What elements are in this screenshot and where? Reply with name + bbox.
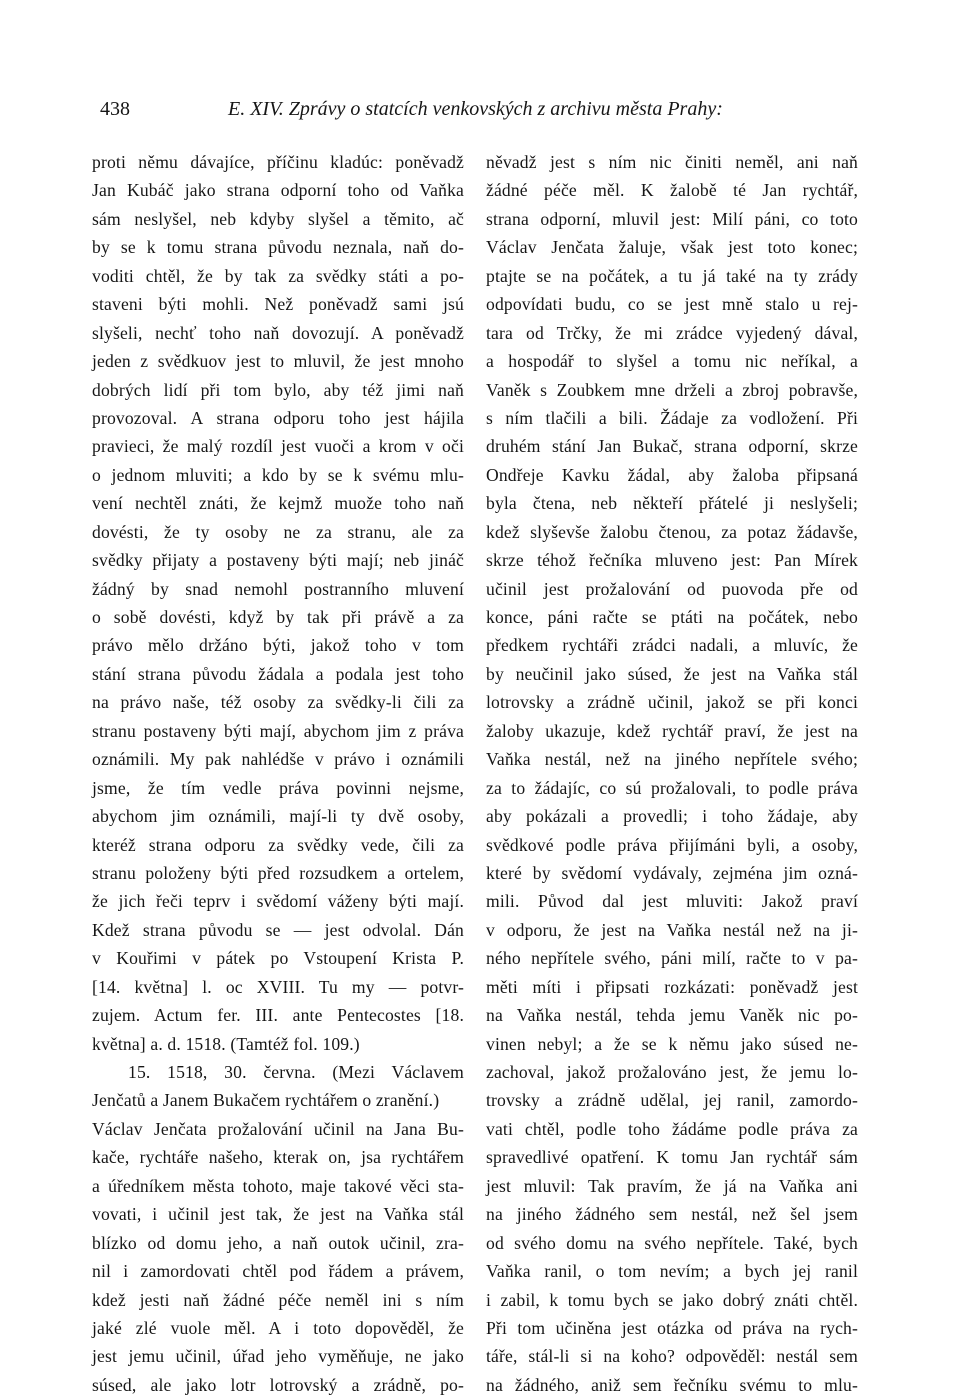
text-line: Jenčatů a Janem Bukačem rychtářem o zranění.) [92,1090,440,1111]
text-line: za to žádajíc, co sú prožalovali, to podle práva [486,777,858,798]
text-line: súsed, ale jako lotr lotrovský a zrádně, po- [92,1374,464,1395]
text-line: provozoval. A strana odporu toho jest hájila [92,407,464,428]
text-line: v odporu, že jest na Vaňka nestál než na ji- [486,919,858,940]
text-line: slyšeli, nechť toho naň dovozují. A poněvadž [92,322,464,343]
text-line: trovsky a zrádně udělal, jej ranil, zamordo- [486,1090,858,1111]
text-line: oznámili. My pak nahlédše v právo i oznámili [92,749,464,770]
text-line: by neučinil jako súsed, že jest na Vaňka stál [486,663,858,684]
text-line: května] a. d. 1518. (Tamtéž fol. 109.) [92,1033,360,1054]
text-line: žádný by snad nemohl postranního mluvení [92,578,464,599]
text-line: učinil jest prožalování od puovoda pře od [486,578,858,599]
text-line: blízko od domu jeho, a naň outok učinil, zra- [92,1232,464,1253]
text-line: i zabil, k tomu bych se jako dobrý znáti chtěl. [486,1289,858,1310]
text-line: svědkové podle práva přijímáni byli, a osoby, [486,834,858,855]
text-line: zujem. Actum fer. III. ante Pentecostes [18. [92,1005,464,1026]
text-line: na jiného žádného sem nestál, než šel jsem [486,1204,858,1225]
text-line: staveni býti mohli. Než poněvadž sami jsú [92,294,464,315]
text-line: s ním tlačili a bili. Žádaje za vodložení. Při [486,407,858,428]
text-line: jest mluvil: Tak pravím, že já na Vaňka ani [486,1175,858,1196]
text-line: vinen nebyl; a že se k němu jako súsed ne- [486,1033,858,1054]
text-line: Kdež strana původu se — jest odvolal. Dán [92,919,464,940]
text-line: že jich řeči teprv i svědomí váženy býti mají. [92,891,464,912]
text-line: Vaněk s Zoubkem mne drželi a zbroj pobravše, [486,379,858,400]
text-line: Václav Jenčata žaluje, však jest toto konec; [486,237,858,258]
text-line: jest jemu učinil, úřad jeho vyměňuje, ne jako [92,1346,464,1367]
text-line: spravedlivé opatření. K tomu Jan rychtář sám [486,1147,858,1168]
text-line: o sobě dovésti, když by tak při právě a za [92,607,464,627]
text-line: Jan Kubáč jako strana odporní toho od Vaňka [92,180,464,201]
text-line: druhém stání Jan Bukač, strana odporní, skrze [486,436,858,457]
text-line: a úředníkem města tohoto, maje takové věci sta- [92,1175,464,1196]
text-line: Vaňka nestál, než na jiného nepřítele svého; [486,749,858,770]
text-line: předkem rychtáři zrádci nadali, a mluvíc, že [486,635,858,656]
text-line: jeden z svědkuov jest to mluvil, že jest mnoho [92,351,464,372]
text-line: vovati, i učinil jest tak, že jest na Vaňka stál [92,1204,464,1225]
text-line: v Kouřimi v pátek po Vstoupení Krista P. [92,948,464,969]
text-line: ného nepřítele svého, páni milí, račte to v pa- [486,948,858,969]
text-line: stranu postaveny býti mají, abychom jim z práva [92,720,464,741]
page-number: 438 [100,98,130,120]
text-line: a hospodář to slyšel a tomu nic neříkal, a [486,351,858,372]
text-line: zachoval, jakož prožalováno jest, že jemu lo- [486,1062,858,1082]
text-line: které by svědomí vydávaly, zejména jim ozná- [486,862,858,883]
text-line: na právo naše, též osoby za svědky-li čili za [92,692,464,713]
text-line: od svého domu na svého nepřítele. Také, bych [486,1232,858,1253]
text-line: vati chtěl, podle toho žádáme podle práva za [486,1118,858,1139]
text-line: na Vaňka nestál, tehda jemu Vaněk nic po- [486,1005,858,1026]
text-line: stranu položeny býti před rozsudkem a ortelem, [92,862,464,883]
text-line: Václav Jenčata prožalování učinil na Jana Bu- [92,1118,464,1139]
text-line: jaké zlé vuole měl. A i toto dopověděl, že [92,1317,464,1338]
text-line: vení nechtěl znáti, že kejmž muože toho naň [92,493,464,514]
text-line: právo mělo držáno býti, jakož toho v tom [92,635,464,656]
text-line: konce, páni račte se ptáti na počátek, nebo [486,607,858,627]
text-line: žádné péče měl. K žalobě té Jan rychtář, [486,180,858,201]
text-line: skrze téhož řečníka mluveno jest: Pan Mírek [486,550,858,571]
text-line: lotrovsky a zrádně učinil, jakož se při konci [486,692,858,713]
text-line: Ondřeje Kavku žádal, aby žaloba připsaná [486,464,858,485]
text-line: ptajte se na počátek, a tu já také na ty zrády [486,265,858,286]
text-line: něvadž jest s ním nic činiti neměl, ani naň [486,152,858,172]
text-line: pravieci, že malý rozdíl jest vuoči a krom v oči [92,436,464,457]
text-line: aby pokázali a provedli; i toho žádaje, aby [486,806,858,827]
running-head: E. XIV. Zprávy o statcích venkovských z archivu města Prahy: [228,98,723,120]
page-header [100,98,870,128]
text-line: svědky přijaty a postaveny býti mají; neb jináč [92,550,464,571]
left-column [92,148,464,1399]
text-line: táře, stál-li si na koho? odpověděl: nestál sem [486,1346,858,1367]
text-line: o jednom mluviti; a kdo by se k svému mlu- [92,464,464,485]
text-line: 15. 1518, 30. června. (Mezi Václavem [128,1062,464,1082]
text-line: Při tom učiněna jest otázka od práva na rych- [486,1317,858,1338]
text-line: kdež jesti naň žádné péče neměl ini s ním [92,1289,464,1310]
text-line: abychom jim oznámili, mají-li ty dvě osoby, [92,806,464,827]
text-line: kdež slyševše žalobu čtenou, za potaz žádavše, [486,521,858,542]
text-line: proti němu dávajíce, příčinu kladúc: poněvadž [92,152,464,172]
text-line: nil i zamordovati chtěl pod řádem a právem, [92,1261,464,1282]
text-line: mili. Původ dal jest mluviti: Jakož praví [486,891,858,912]
text-line: by se k tomu strana původu neznala, naň do- [92,237,464,258]
text-line: strana odporní, mluvil jest: Milí páni, co toto [486,208,858,229]
right-column [486,148,858,1399]
text-line: tara od Trčky, že mi zrádce vyjedený dával, [486,322,858,343]
text-line: voditi chtěl, že by tak za svědky státi a po- [92,265,464,286]
text-line: kače, rychtáře našeho, kterak on, jsa rychtářem [92,1147,464,1168]
text-line: dovésti, že ty osoby ne za stranu, ale za [92,521,464,542]
text-line: odpovídati budu, co se jest mně stalo u rej- [486,294,858,315]
text-line: jsme, že tím vedle práva povinni nejsme, [92,777,464,798]
text-line: sám neslyšel, neb kdyby slyšel a těmito, ač [92,208,464,229]
text-line: Vaňka ranil, o tom nevím; a bych jej ranil [486,1261,858,1282]
text-line: [14. května] l. oc XVIII. Tu my — potvr- [92,976,464,997]
text-line: dobrých lidí při tom bylo, aby též jimi naň [92,379,464,400]
text-line: stání strana původu žádala a podala jest toho [92,663,464,684]
text-line: byla čtena, neb někteří přátelé ji neslyšeli; [486,493,858,514]
text-line: kteréž strana odporu za svědky vede, čili za [92,834,464,855]
text-line: na žádného, aniž sem řečníku svému to mlu- [486,1374,858,1395]
text-line: měti míti i připsati rozkázati: poněvadž jest [486,976,858,997]
text-line: žaloby ukazuje, kdež rychtář praví, že jest na [486,720,858,741]
